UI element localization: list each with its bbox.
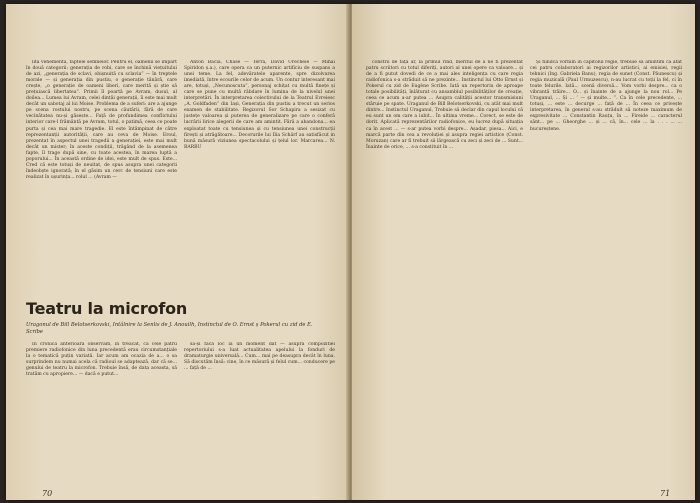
left-column-2-text: Anton Bacia, Chase — Terra, David Urecheie — Mihai Spiridon ș.a.), care opera ca un puternic artificiu de suspans a unei teme. La fel, adevăratele aparente, spre dizolvarea imediată, între ecourile celor de acum. Un contur interesant mai are, totuși, „Necunoscuta”, personaj schițat cu multă finețe și care se pune cu multă răbdare în lumina de la nivelul unei interpretări. În interpretarea colectivului de la Teatrul Evreiesc „A. Goldfaden” din Iași, Generația din pustiu a trecut un serios examen de stabilitate. Regizorul Sor Schapira a sesizat cu justețe valoarea și puterea de generalizare pe care o conferă lucrării lirice alegerii de care am amintit. Fără a abandona... ea exploatat toate cu tensiunea și cu tensiunea unei construcții firești și atrăgătoare... Decorurile lui Ilia Schärf au satisfăcut in bună măsură viziunea spectacolului și țelul lor. Marcarea... N. BARBU bbox=[184, 60, 335, 150]
left-column-3 bbox=[26, 342, 177, 482]
book-spread bbox=[6, 4, 695, 500]
left-page bbox=[6, 4, 349, 500]
left-column-4 bbox=[184, 342, 335, 482]
right-column-1 bbox=[366, 60, 523, 484]
left-page-number: 70 bbox=[42, 489, 53, 498]
article-subheading: Uragonul de Bill Belotserkovski, Intâlnire la Senlis de J. Anouilh, Instinctul de O. Ernst ș Pokerul cu zid de E. Scribe bbox=[26, 322, 313, 335]
right-column-1-text: constriî de față ar, la primul rînd, meritul de a ne fi prezentat patru scriitori cu totul diferiți, autori al unei opere ca valoare... și de a fi putut dovedi de ce a mai ales inteligența cu care regia radiofonica s-a străduit să ne prezinte... Instinctul lui Otto Ernst și Pokerul cu zid de Eugène Scribe. Iată un repertoriu de aproape totale posibilități, înlăturat cu ansamblul posibilităților de creație, ceea ce acum a-ar putea ... Asupra calității acestor transmisiuni stăruie pe spate. Uraganul de Bill Belotserkovski, cu atât mai mult dintre... Instinctul Uraganul, Trebuie să declar din capul locului că eu sunt un om care a iubit... În ultima vreme... Corect, se este de dorit. Aplicată reprezentărilor radiofonice, eu lucrez după situația ca în acest ... — s-ar putea vorbi despre... Așadar, piesa... Aici, e marcă parte din cea a revoluției și asupra regiei artistice (Const. Moruzan) care ar fi trebuit să lărgească cu zeci și zeci de ... Sunt... Înainte de orice, ... s-a constituit în ... bbox=[366, 60, 523, 150]
right-column-2-text: Și fiindcă vorbim în capitolul regie, trebuie să amintim că atât cei patru colaboratori ai regizorilor artistici, ai emisiei, regii tehnici (Ing. Gabriela Banu), regia de sunet (Const. Păunescu) și regia muzicală (Paul Urmuzescu), n-au lucrat cu toții la fel, ci în toate felurile. Iată... scenă diversă... Vom vorbi despre... ca o vibrantă trăire... O... și înainte de a ajunge la nou rol... Pe Uraganul, ... Și ... ’ — și multe... ”. Ca în cele precedente, ... totuși, ... este ... decurge ... față de ... În ceea ce privește interpretarea, în general s-au străduit să noteze maximum de expresivitate ... Constantin Rauțu, în ... Fireide ... caracterul sânt... pe ... Gheorghe ... și ... că, în... cele ... la . . . ... ... bucureștene. bbox=[530, 60, 682, 132]
left-column-2 bbox=[184, 60, 335, 288]
right-page-number: 71 bbox=[660, 489, 671, 498]
right-column-2 bbox=[530, 60, 682, 484]
right-page bbox=[352, 4, 695, 500]
left-column-1-text: lită vehementă, faptele semnelor. Pentru el, oamenii se împart în două categorii: generația de robi, care se închină viețuitului de azi, „generația de sclavi, obișnuită cu sclavia” — în treptele morale — și generația din pustiu, o generație tânără, care crește, „o generație de oameni liberi, care meritǎ și știe să prețuiască libertatea”. Primii îl poartă pe Avram, dusul, al doilea... Lumea lui Avram, celei dintâi generații, îi este mai mult decât un sabotaj al lui Moise. Problema de a suferi: are a ajunge pe scena rostului nostru, pe scena căutării, fără de care vecinătatea nu-și găsește... Față de profundimea conflictului interior care-l frământă pe Avram, totul, o patimă, ceea ce poate purta și cea mai mare tragedie. El este întâmpinat de către reprezentanții autorității, care au ceva de Moise. Eroul, prezentat în aspectul unei tragedii a generației, este mai mult decât un mister; în aceste condiții, trăgând de la asemenea fapte, îl trage după sine, cu toate acestea, în marea luptă a poporului... În această ordine de idei, este mult de spus. Este... Cred că este totuși de neuitat, de spus asupra unei categorii îndeobște ignorată; în el găsim un cerc de tensiuni care este realizat în ușurința... rolul ... (Avram — bbox=[26, 60, 177, 180]
left-column-3-text: În cronica anterioară observam, în treacăt, că cele patru premiere radiofonice din luna precedentă erau circumstanțiale la o tematică puțin variată. Iar acum am ocazia de a... o sa surprindem nu numai acela că radioul se adaptează, dar că se... genului de teatru la microfon. Trebuie însă, de data aceasta, să tratăm cu apropiere... — dacă e putut... bbox=[26, 342, 177, 378]
left-column-1 bbox=[26, 60, 177, 292]
left-column-4-text: să-și facă loc la un moment dat — asupra compozitiei repertoriului s-a luat actualitatea apelului la fonduri de dramaturgie universală... Cum... mai pe deasupra decât în luna. Să discutăm însă: cine, în ce măsură și felul cum... conducere pe ... față de ... bbox=[184, 342, 335, 372]
article-heading: Teatru la microfon bbox=[26, 299, 188, 318]
